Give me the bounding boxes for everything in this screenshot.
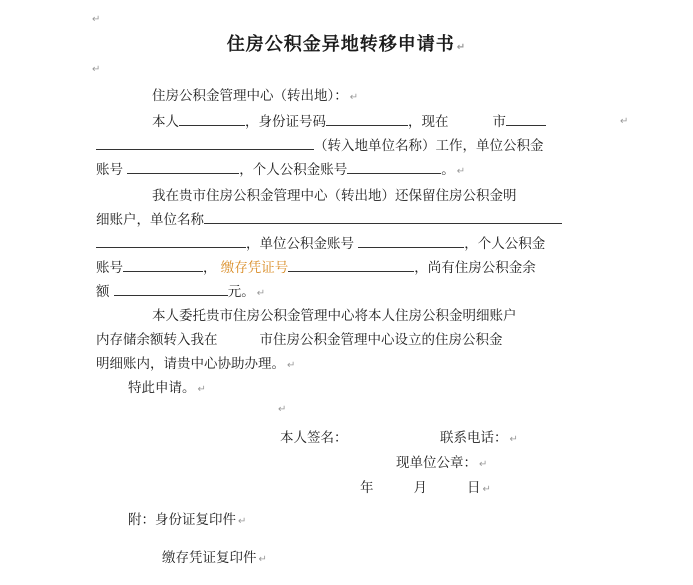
year-label: 年 [360,480,374,496]
paragraph-mark-icon: ↵ [278,404,287,415]
text: 明细账内，请贵中心协助办理。 [96,356,285,372]
paragraph-mark-icon: ↵ [509,434,518,445]
date-line [360,478,491,500]
text: 元。 [227,284,255,300]
text: ，个人公积金账号 [239,162,348,178]
paragraph-mark-icon: ↵ [92,14,101,25]
text: 内存储余额转入我在 [96,332,218,348]
unit-name-blank[interactable] [204,210,562,224]
new-employer-blank[interactable] [96,136,314,150]
text: 。 [441,162,455,178]
text: 市住房公积金管理中心设立的住房公积金 [259,332,503,348]
title-text: 住房公积金异地转移申请书 [226,34,455,55]
city-blank[interactable] [506,112,546,126]
p1-line-3 [96,160,465,182]
paragraph-mark-icon: ↵ [620,116,629,127]
text: ，尚有住房公积金余 [414,260,536,276]
paragraph-mark-icon: ↵ [256,288,266,299]
text: 联系电话： [440,430,508,446]
attachment-2-line [162,548,267,570]
text: 本人 [152,114,179,130]
unit-name-cont-blank[interactable] [96,234,246,248]
p2-line-5 [96,282,265,304]
text: 账号 [96,260,123,276]
paragraph-mark-icon: ↵ [258,554,267,565]
text: ， [203,260,217,276]
unit-account-blank[interactable] [127,160,239,174]
text: ，单位公积金账号 [246,236,354,252]
p3-line-1 [152,306,517,326]
p2-line-2 [96,210,562,230]
text: ，个人公积金 [464,236,546,252]
paragraph-mark-icon: ↵ [287,360,296,371]
balance-blank[interactable] [114,282,228,296]
paragraph-mark-icon: ↵ [479,459,488,470]
text: 我在贵市住房公积金管理中心（转出地）还保留住房公积金明 [152,188,517,204]
text: 本人签名： [280,430,348,446]
signature-label [280,428,348,448]
unit-seal-label [396,453,487,475]
paragraph-mark-icon: ↵ [456,42,467,53]
p2-line-4 [96,258,536,278]
month-label: 月 [413,480,427,496]
paragraph-mark-icon: ↵ [238,516,247,527]
deposit-voucher-no-label: 缴存凭证号 [220,260,289,276]
closing-text: 特此申请。 [128,380,196,396]
text: 额 [96,284,110,300]
id-number-blank[interactable] [326,112,408,126]
attachments-line [128,510,246,532]
text: 现单位公章： [396,455,477,471]
paragraph-mark-icon: ↵ [197,384,206,395]
p2-line-1 [152,186,517,206]
text: 市 [492,114,506,130]
text: （转入地单位名称）工作，单位公积金 [314,138,544,154]
old-personal-account-blank[interactable] [123,258,203,272]
p3-line-2 [96,330,503,350]
personal-account-blank[interactable] [347,160,441,174]
day-label: 日 [467,480,481,496]
paragraph-mark-icon: ↵ [349,92,359,103]
text: 细账户，单位名称 [96,212,204,228]
phone-label [440,428,518,450]
p2-line-3 [96,234,545,254]
p3-line-3 [96,354,295,376]
salutation-text: 住房公积金管理中心（转出地）： [152,88,348,104]
name-blank[interactable] [179,112,245,126]
p1-line-2 [96,136,544,156]
text: ，现在 [408,114,449,130]
text: 缴存凭证复印件 [162,550,257,566]
text: 本人委托贵市住房公积金管理中心将本人住房公积金明细账户 [152,308,517,324]
old-unit-account-blank[interactable] [358,234,464,248]
text: 账号 [96,162,123,178]
voucher-number-blank[interactable] [288,258,414,272]
text: 附：身份证复印件 [128,512,236,528]
text: ，身份证号码 [245,114,326,130]
p1-line-1 [152,112,546,132]
closing-line [128,378,206,400]
paragraph-mark-icon: ↵ [456,166,466,177]
document-title [0,30,693,56]
salutation-line [152,86,358,108]
paragraph-mark-icon: ↵ [92,64,101,75]
paragraph-mark-icon: ↵ [482,484,491,495]
